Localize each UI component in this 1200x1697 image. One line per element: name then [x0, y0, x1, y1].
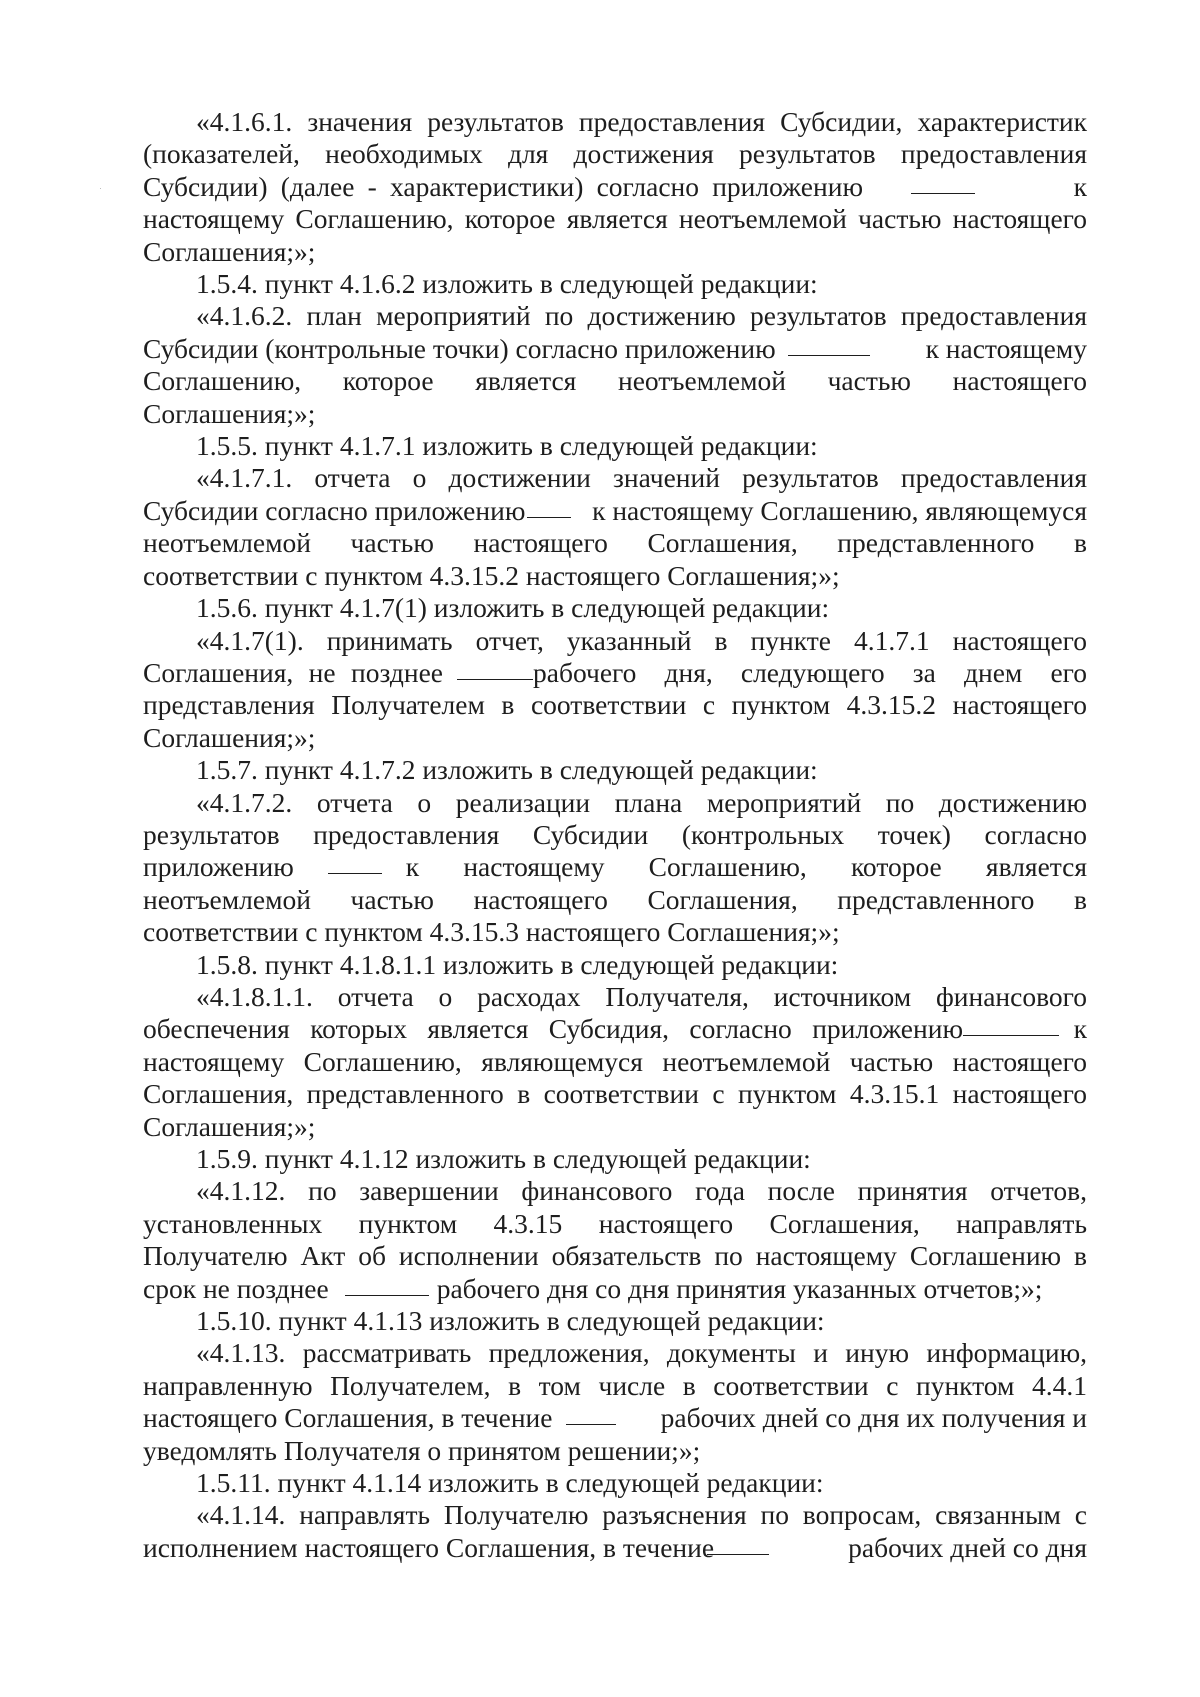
text-line [143, 171, 1087, 203]
text-segment: обеспечения которых является Субсидия, согласно приложению [143, 1013, 963, 1045]
paragraph-4-1-13 [143, 1337, 1087, 1467]
text-line: направленную Получателем, в том числе в соответствии с пунктом 4.4.1 [143, 1369, 1087, 1401]
text-segment: к настоящему Соглашению, которое является [405, 851, 1087, 883]
blank-field [345, 1273, 429, 1296]
text-line: Соглашения;»; [143, 721, 316, 753]
text-line: Соглашению, которое является неотъемлемой частью настоящего [143, 365, 1087, 397]
paragraph-4-1-7-2 [143, 787, 1087, 949]
heading-1-5-5: 1.5.5. пункт 4.1.7.1 изложить в следующей редакции: [196, 430, 818, 462]
text-segment: исполнением настоящего Соглашения, в течение [143, 1531, 715, 1563]
text-line: настоящему Соглашению, которое является неотъемлемой частью настоящего [143, 203, 1087, 235]
text-segment: рабочего дня, следующего за днем его [533, 656, 1087, 688]
text-line: установленных пунктом 4.3.15 настоящего Соглашения, направлять [143, 1207, 1087, 1239]
blank-field [457, 657, 533, 680]
text-line: Соглашения;»; [143, 235, 316, 267]
text-line: «4.1.7.2. отчета о реализации плана мероприятий по достижению [196, 786, 1087, 818]
text-fragment [143, 171, 863, 203]
heading-1-5-8: 1.5.8. пункт 4.1.8.1.1 изложить в следующей редакции: [196, 948, 839, 980]
text-line: «4.1.8.1.1. отчета о расходах Получателя, источником финансового [196, 980, 1087, 1012]
blank-field [963, 1013, 1059, 1036]
text-segment: Субсидии (контрольные точки) согласно приложению [143, 332, 776, 364]
text-line [143, 1013, 1087, 1045]
document-page [143, 106, 1087, 1564]
paragraph-4-1-7-1-bracket [143, 625, 1087, 755]
heading-1-5-9: 1.5.9. пункт 4.1.12 изложить в следующей редакции: [196, 1143, 811, 1174]
text-segment: приложению [143, 851, 294, 883]
text-segment: к [1073, 170, 1087, 202]
text-segment: Субсидии) (далее - характеристики) согласно приложению [143, 170, 863, 202]
text-line: настоящему Соглашению, являющемуся неотъемлемой частью настоящего [143, 1045, 1087, 1077]
text-line: «4.1.6.2. план мероприятий по достижению результатов предоставления [196, 300, 1087, 332]
text-line: неотъемлемой частью настоящего Соглашения, представленного в [143, 883, 1087, 915]
text-line: представления Получателем в соответствии с пунктом 4.3.15.2 настоящего [143, 689, 1087, 721]
text-segment: рабочих дней со дня их получения и [660, 1402, 1087, 1434]
text-segment: Соглашения, не позднее [143, 656, 443, 688]
blank-field [566, 1402, 616, 1425]
text-line: Соглашения;»; [143, 1110, 316, 1142]
blank-field [788, 333, 870, 356]
blank-field [328, 851, 382, 874]
paragraph-4-1-8-1-1 [143, 981, 1087, 1143]
text-line: (показателей, необходимых для достижения результатов предоставления [143, 138, 1087, 170]
paragraph-4-1-12 [143, 1175, 1087, 1305]
text-line [143, 495, 1087, 527]
text-line: «4.1.7.1. отчета о достижении значений результатов предоставления [196, 462, 1087, 494]
text-line: соответствии с пунктом 4.3.15.3 настоящего Соглашения;»; [143, 916, 840, 948]
paragraph-4-1-7-1 [143, 462, 1087, 592]
heading-1-5-7: 1.5.7. пункт 4.1.7.2 изложить в следующей редакции: [196, 754, 818, 786]
text-line [143, 1402, 1087, 1434]
text-line: Получателю Акт об исполнении обязательств по настоящему Соглашению в [143, 1240, 1087, 1272]
paragraph-4-1-6-2 [143, 300, 1087, 430]
text-segment: к настоящему [925, 332, 1087, 364]
text-line [143, 1532, 1087, 1564]
heading-1-5-11: 1.5.11. пункт 4.1.14 изложить в следующей редакции: [196, 1467, 824, 1499]
text-segment: настоящего Соглашения, в течение [143, 1402, 553, 1434]
text-segment: к [1073, 1013, 1087, 1045]
text-line [143, 851, 1087, 883]
heading-1-5-6: 1.5.6. пункт 4.1.7(1) изложить в следующей редакции: [196, 592, 830, 624]
text-line [143, 657, 1087, 689]
text-line: Соглашения, представленного в соответствии с пунктом 4.3.15.1 настоящего [143, 1078, 1087, 1110]
text-line [143, 1273, 1087, 1305]
text-line: «4.1.12. по завершении финансового года после принятия отчетов, [196, 1175, 1087, 1207]
blank-field [527, 495, 571, 518]
text-segment: к настоящему Соглашению, являющемуся [592, 494, 1087, 526]
paragraph-4-1-6-1 [143, 106, 1087, 268]
paragraph-4-1-14 [143, 1499, 1087, 1564]
heading-1-5-4: 1.5.4. пункт 4.1.6.2 изложить в следующей редакции: [196, 268, 818, 300]
text-line: «4.1.7(1). принимать отчет, указанный в пункте 4.1.7.1 настоящего [196, 624, 1087, 656]
text-line: «4.1.13. рассматривать предложения, документы и иную информацию, [196, 1337, 1087, 1369]
text-line: «4.1.6.1. значения результатов предоставления Субсидии, характеристик [196, 106, 1087, 137]
text-segment: рабочего дня со дня принятия указанных отчетов;»; [436, 1272, 1043, 1304]
text-line: Соглашения;»; [143, 397, 316, 429]
scan-mark [100, 188, 101, 189]
text-line: результатов предоставления Субсидии (контрольных точек) согласно [143, 818, 1087, 850]
heading-1-5-10: 1.5.10. пункт 4.1.13 изложить в следующей редакции: [196, 1305, 825, 1337]
text-line: «4.1.14. направлять Получателю разъяснения по вопросам, связанным с [196, 1499, 1087, 1531]
blank-field [911, 171, 975, 194]
text-line: неотъемлемой частью настоящего Соглашения, представленного в [143, 527, 1087, 559]
text-segment: рабочих дней со дня [848, 1531, 1087, 1563]
text-line [143, 333, 1087, 365]
text-segment: Субсидии согласно приложению [143, 494, 526, 526]
text-line: уведомлять Получателя о принятом решении;»; [143, 1434, 701, 1466]
text-line: соответствии с пунктом 4.3.15.2 настоящего Соглашения;»; [143, 559, 840, 591]
blank-field [707, 1532, 769, 1555]
text-segment: срок не позднее [143, 1272, 329, 1304]
